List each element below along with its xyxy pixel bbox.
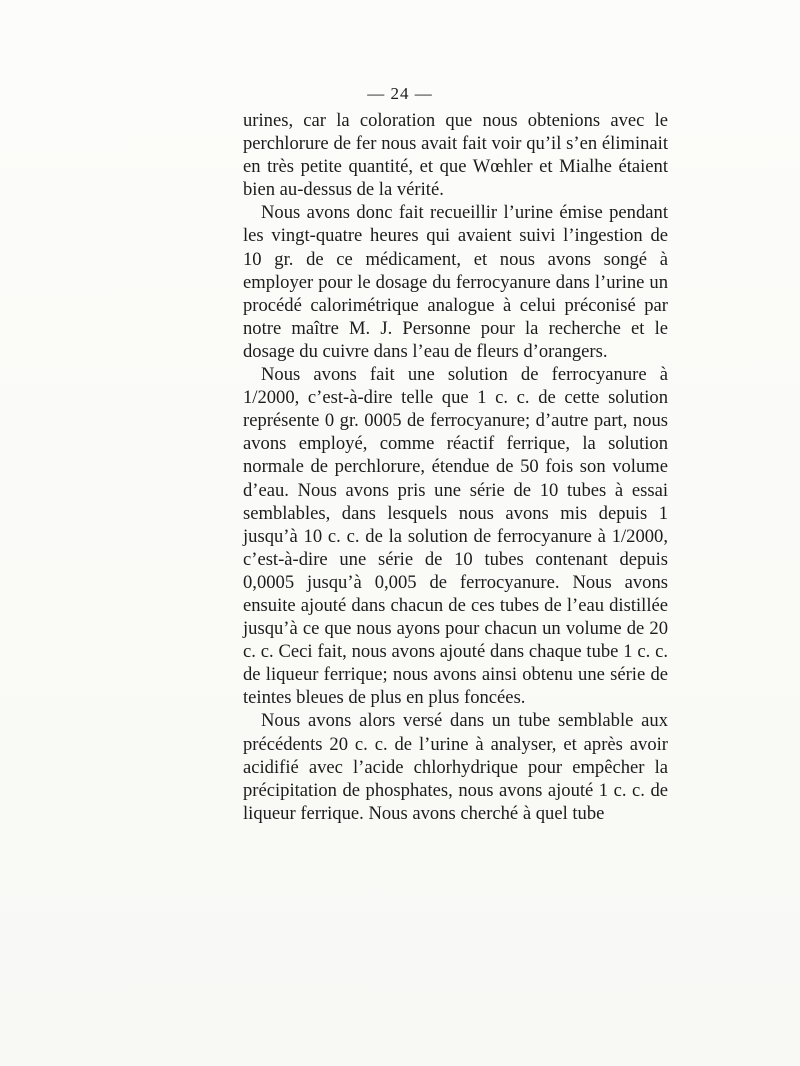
paragraph-urine-collection: Nous avons donc fait recueillir l’urine émise pendant les vingt-quatre heures qui avaient suivi l’ingestion de 10 gr. de ce médicament, et nous avons songé à employer pour le dosage du ferrocyanure dans l’urine un procédé calorimétrique analogue à celui préconisé par notre maître M. J. Personne pour la recherche et le dosage du cuivre dans l’eau de fleurs d’orangers.	[243, 202, 668, 362]
paragraph-continued: urines, car la coloration que nous obtenions avec le perchlorure de fer nous avait fait voir qu’il s’en éliminait en très petite quantité, et que Wœhler et Mialhe étaient bien au-dessus de la vérité.	[243, 110, 668, 201]
paragraph-solution-method: Nous avons fait une solution de ferrocyanure à 1/2000, c’est-à-dire telle que 1 c. c. de cette solution représente 0 gr. 0005 de ferrocyanure; d’autre part, nous avons employé, comme réactif ferrique, la solution normale de perchlorure, étendue de 50 fois son volume d’eau. Nous avons pris une série de 10 tubes à essai semblables, dans lesquels nous avons mis depuis 1 jusqu’à 10 c. c. de la solution de ferrocyanure à 1/2000, c’est-à-dire une série de 10 tubes contenant depuis 0,0005 jusqu’à 0,005 de ferrocyanure. Nous avons ensuite ajouté dans chacun de ces tubes de l’eau distillée jusqu’à ce que nous ayons pour chacun un volume de 20 c. c. Ceci fait, nous avons ajouté dans chaque tube 1 c. c. de liqueur ferrique; nous avons ainsi obtenu une série de teintes bleues de plus en plus foncées.	[243, 364, 668, 709]
paragraph-analysis: Nous avons alors versé dans un tube semblable aux précédents 20 c. c. de l’urine à analyser, et après avoir acidifié avec l’acide chlorhydrique pour empêcher la précipitation de phosphates, nous avons ajouté 1 c. c. de liqueur ferrique. Nous avons cherché à quel tube	[243, 710, 668, 824]
page-number: — 24 —	[367, 84, 433, 103]
body-text	[243, 109, 668, 825]
